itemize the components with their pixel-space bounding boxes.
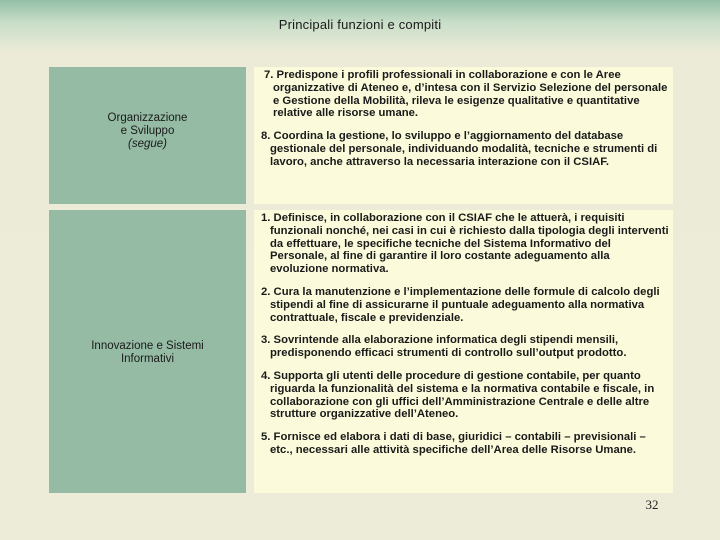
row-content-organizzazione-sviluppo: [254, 67, 673, 204]
list-item: 1. Definisce, in collaborazione con il CSIAF che le attuerà, i requisiti funzionali nonché, nei casi in cui è richiesto dalla tipologia degli interventi da effettuare, le specifiche tecniche del Sistema Informativo del Personale, al fine di garantire il loro costante adeguamento alla evoluzione normativa.: [261, 212, 669, 276]
row-label-innovazione-sistemi: [49, 210, 246, 493]
list-item: 5. Fornisce ed elabora i dati di base, giuridici – contabili – previsionali – etc., necessari alle attività specifiche dell’Area delle Risorse Umane.: [261, 431, 646, 456]
row-label-line: e Sviluppo: [120, 125, 175, 137]
list-item: 8. Coordina la gestione, lo sviluppo e l’aggiornamento del database gestionale del personale, individuando modalità, tecniche e strumenti di lavoro, anche attraverso la necessaria interazione con il CSIAF.: [261, 130, 658, 168]
row-label-line: Organizzazione: [107, 112, 188, 124]
row-label-organizzazione-sviluppo: [49, 67, 246, 204]
row-content-innovazione-sistemi: [254, 210, 673, 493]
slide-title: Principali funzioni e compiti: [278, 17, 442, 32]
row-label-note: (segue): [128, 138, 167, 150]
row-label-line: Informativi: [120, 352, 175, 365]
list-item: 4. Supporta gli utenti delle procedure di gestione contabile, per quanto riguarda la funzionalità del sistema e la normativa contabile e fiscale, in collaborazione con gli uffici dell’Amministrazione Centrale e delle altre strutture organizzative dell’Ateneo.: [261, 369, 655, 421]
list-item: 7. Predispone i profili professionali in collaborazione e con le Aree organizzative di Ateneo e, d’intesa con il Servizio Selezione del personale e Gestione della Mobilità, rileva le esigenze qualitative e quantitative relative alle risorse umane.: [264, 69, 668, 120]
list-item: 3. Sovrintende alla elaborazione informatica degli stipendi mensili, predisponendo efficaci strumenti di controllo sull’output prodotto.: [261, 334, 627, 360]
row-label-line: Innovazione e Sistemi: [91, 339, 204, 352]
list-item: 2. Cura la manutenzione e l’implementazione delle formule di calcolo degli stipendi al fine di assicurarne il puntuale adeguamento alla normativa contrattuale, fiscale e previdenziale.: [261, 285, 660, 324]
page-number: 32: [645, 497, 659, 512]
